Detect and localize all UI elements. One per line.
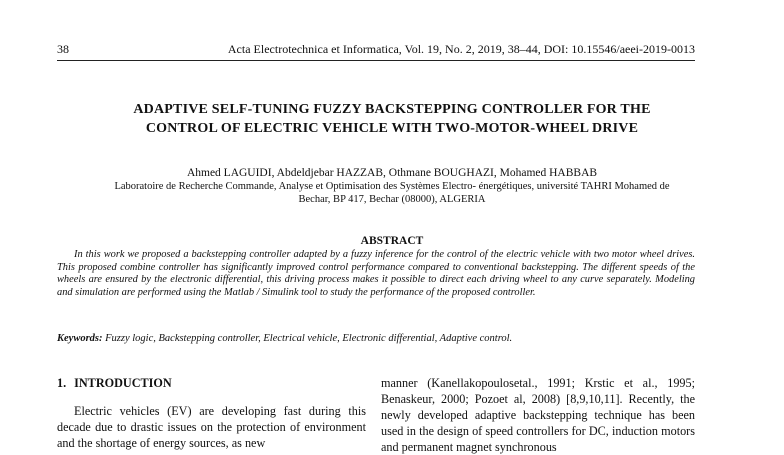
- section-title: INTRODUCTION: [74, 376, 172, 390]
- running-head: [57, 42, 695, 57]
- author-list: Ahmed LAGUIDI, Abdeldjebar HAZZAB, Othmane BOUGHAZI, Mohamed HABBAB: [186, 167, 598, 179]
- left-column: [57, 375, 366, 451]
- paper-title: [50, 100, 734, 138]
- section-heading-introduction: [57, 375, 366, 391]
- abstract-text: In this work we proposed a backstepping controller adapted by a fuzzy inference for the control of the electric vehicle with two motor wheel drives. This proposed combine controller has significantly improved control performance compared to conventional backstepping. The different speeds of the wheels are ensured by the electronic differential, this driving process makes it possible to direct each driving wheel to any curve separately. Modeling and simulation are performed using the Matlab / Simulink tool to study the performance of the proposed controller.: [57, 249, 695, 298]
- keywords-label: Keywords:: [57, 333, 103, 344]
- title-line-2: CONTROL OF ELECTRIC VEHICLE WITH TWO-MOTOR-WHEEL DRIVE: [145, 121, 639, 136]
- intro-paragraph-left: Electric vehicles (EV) are developing fast during this decade due to drastic issues on the protection of environment and the shortage of energy sources, as new: [57, 404, 366, 450]
- title-line-1: ADAPTIVE SELF-TUNING FUZZY BACKSTEPPING CONTROLLER FOR THE: [133, 102, 651, 117]
- keywords: [57, 333, 695, 344]
- affiliation-line-1: Laboratoire de Recherche Commande, Analyse et Optimisation des Systèmes Electro- énergétiques, université TAHRI Mohamed de: [114, 181, 670, 192]
- abstract-heading: ABSTRACT: [360, 235, 424, 247]
- section-number: 1.: [57, 376, 67, 390]
- right-column: [381, 375, 695, 455]
- header-rule: [57, 60, 695, 61]
- journal-citation: Acta Electrotechnica et Informatica, Vol. 19, No. 2, 2019, 38–44, DOI: 10.15546/aeei-2019-0013: [227, 42, 695, 56]
- page-number: 38: [57, 42, 69, 56]
- keywords-text: Fuzzy logic, Backstepping controller, Electrical vehicle, Electronic differential, Adaptive control.: [105, 333, 513, 344]
- affiliation-line-2: Bechar, BP 417, Bechar (08000), ALGERIA: [298, 194, 486, 205]
- affiliation: [50, 180, 734, 206]
- intro-paragraph-right: manner (Kanellakopoulosetal., 1991; Krstic et al., 1995; Benaskeur, 2000; Pozoet al, 2008) [8,9,10,11]. Recently, the newly developed adaptive backstepping technique has been used in the design of speed controllers for DC, induction motors and permanent magnet synchronous: [381, 376, 695, 454]
